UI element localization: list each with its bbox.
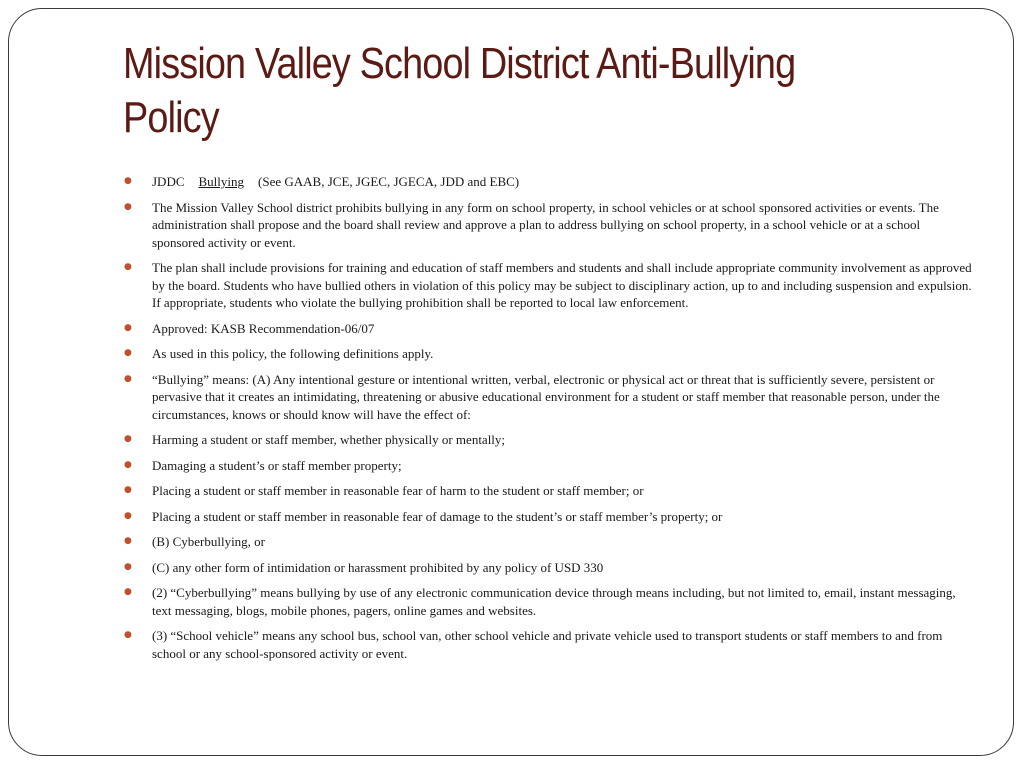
list-item: [122, 482, 972, 500]
bullet-icon: ●: [124, 201, 132, 212]
list-item: [122, 199, 972, 252]
bullet-list: [122, 173, 972, 670]
list-item-text: As used in this policy, the following definitions apply.: [152, 346, 434, 361]
bullet-icon: ●: [124, 587, 132, 597]
bullet-icon: ●: [124, 262, 132, 272]
bullet-icon: ●: [124, 459, 132, 470]
bullet-icon: ●: [124, 434, 132, 444]
list-item: [122, 559, 972, 577]
slide-title: Mission Valley School District Anti-Bullying Policy: [123, 39, 796, 142]
list-item-text: The Mission Valley School district prohibits bullying in any form on school property, in school vehicles or at school sponsored activities or events. The administration shall propose and the board shall review and approve a plan to address bullying on school property, in a school vehicle or at a school sponsored activity or event.: [152, 199, 939, 250]
list-item-text: Approved: KASB Recommendation-06/07: [152, 320, 375, 336]
list-item-text: The plan shall include provisions for training and education of staff members and students and shall include appropriate community involvement as approved by the board. Students who have bullied others in violation of this policy may be subject to disciplinary action, up to and including suspension and expulsion. If appropriate, students who violate the bullying prohibition shall be reported to local law enforcement.: [152, 260, 972, 310]
bullet-icon: ●: [124, 348, 132, 358]
policy-refs: (See GAAB, JCE, JGEC, JGECA, JDD and EBC): [258, 174, 520, 189]
list-item-text: Damaging a student’s or staff member property;: [152, 457, 402, 473]
bullet-icon: ●: [124, 322, 132, 333]
bullet-icon: ●: [124, 561, 132, 572]
bullet-icon: ●: [124, 373, 132, 384]
list-item: [122, 584, 972, 619]
bullet-icon: ●: [124, 630, 132, 640]
slide: [8, 8, 1014, 756]
bullet-icon: ●: [124, 536, 132, 546]
list-item: [122, 173, 972, 191]
list-item-text: (2) “Cyberbullying” means bullying by use of any electronic communication device through means including, but not limited to, email, instant messaging, text messaging, blogs, mobile phones, pagers, online games and websites.: [152, 585, 956, 618]
bullet-icon: ●: [124, 485, 132, 495]
list-item: [122, 627, 972, 662]
list-item: [122, 533, 972, 551]
list-item: [122, 371, 972, 424]
policy-heading: Bullying: [198, 174, 245, 189]
list-item-text: “Bullying” means: (A) Any intentional gesture or intentional written, verbal, electronic or physical act or threat that is sufficiently severe, persistent or pervasive that it creates an intimidating, threatening or abusive educational environment for a student or staff member that reasonable person, under the circumstances, knows or should know will have the effect of:: [152, 371, 940, 422]
list-item-text: Placing a student or staff member in reasonable fear of harm to the student or staff member; or: [152, 483, 644, 498]
list-item: [122, 320, 972, 338]
list-item: [122, 457, 972, 475]
list-item-text: Harming a student or staff member, whether physically or mentally;: [152, 432, 506, 447]
list-item-text: (C) any other form of intimidation or harassment prohibited by any policy of USD 330: [152, 559, 604, 575]
list-item: [122, 508, 972, 526]
policy-code: JDDC: [152, 174, 185, 189]
list-item-text: Placing a student or staff member in reasonable fear of damage to the student’s or staff member’s property; or: [152, 508, 723, 524]
list-item-text: (B) Cyberbullying, or: [152, 534, 266, 549]
list-item: [122, 259, 972, 312]
bullet-icon: ●: [124, 176, 132, 186]
list-item: [122, 431, 972, 449]
bullet-icon: ●: [124, 510, 132, 521]
list-item: [122, 345, 972, 363]
list-item-text: (3) “School vehicle” means any school bus, school van, other school vehicle and private vehicle used to transport students or staff members to and from school or any school-sponsored activity or event.: [152, 628, 943, 661]
